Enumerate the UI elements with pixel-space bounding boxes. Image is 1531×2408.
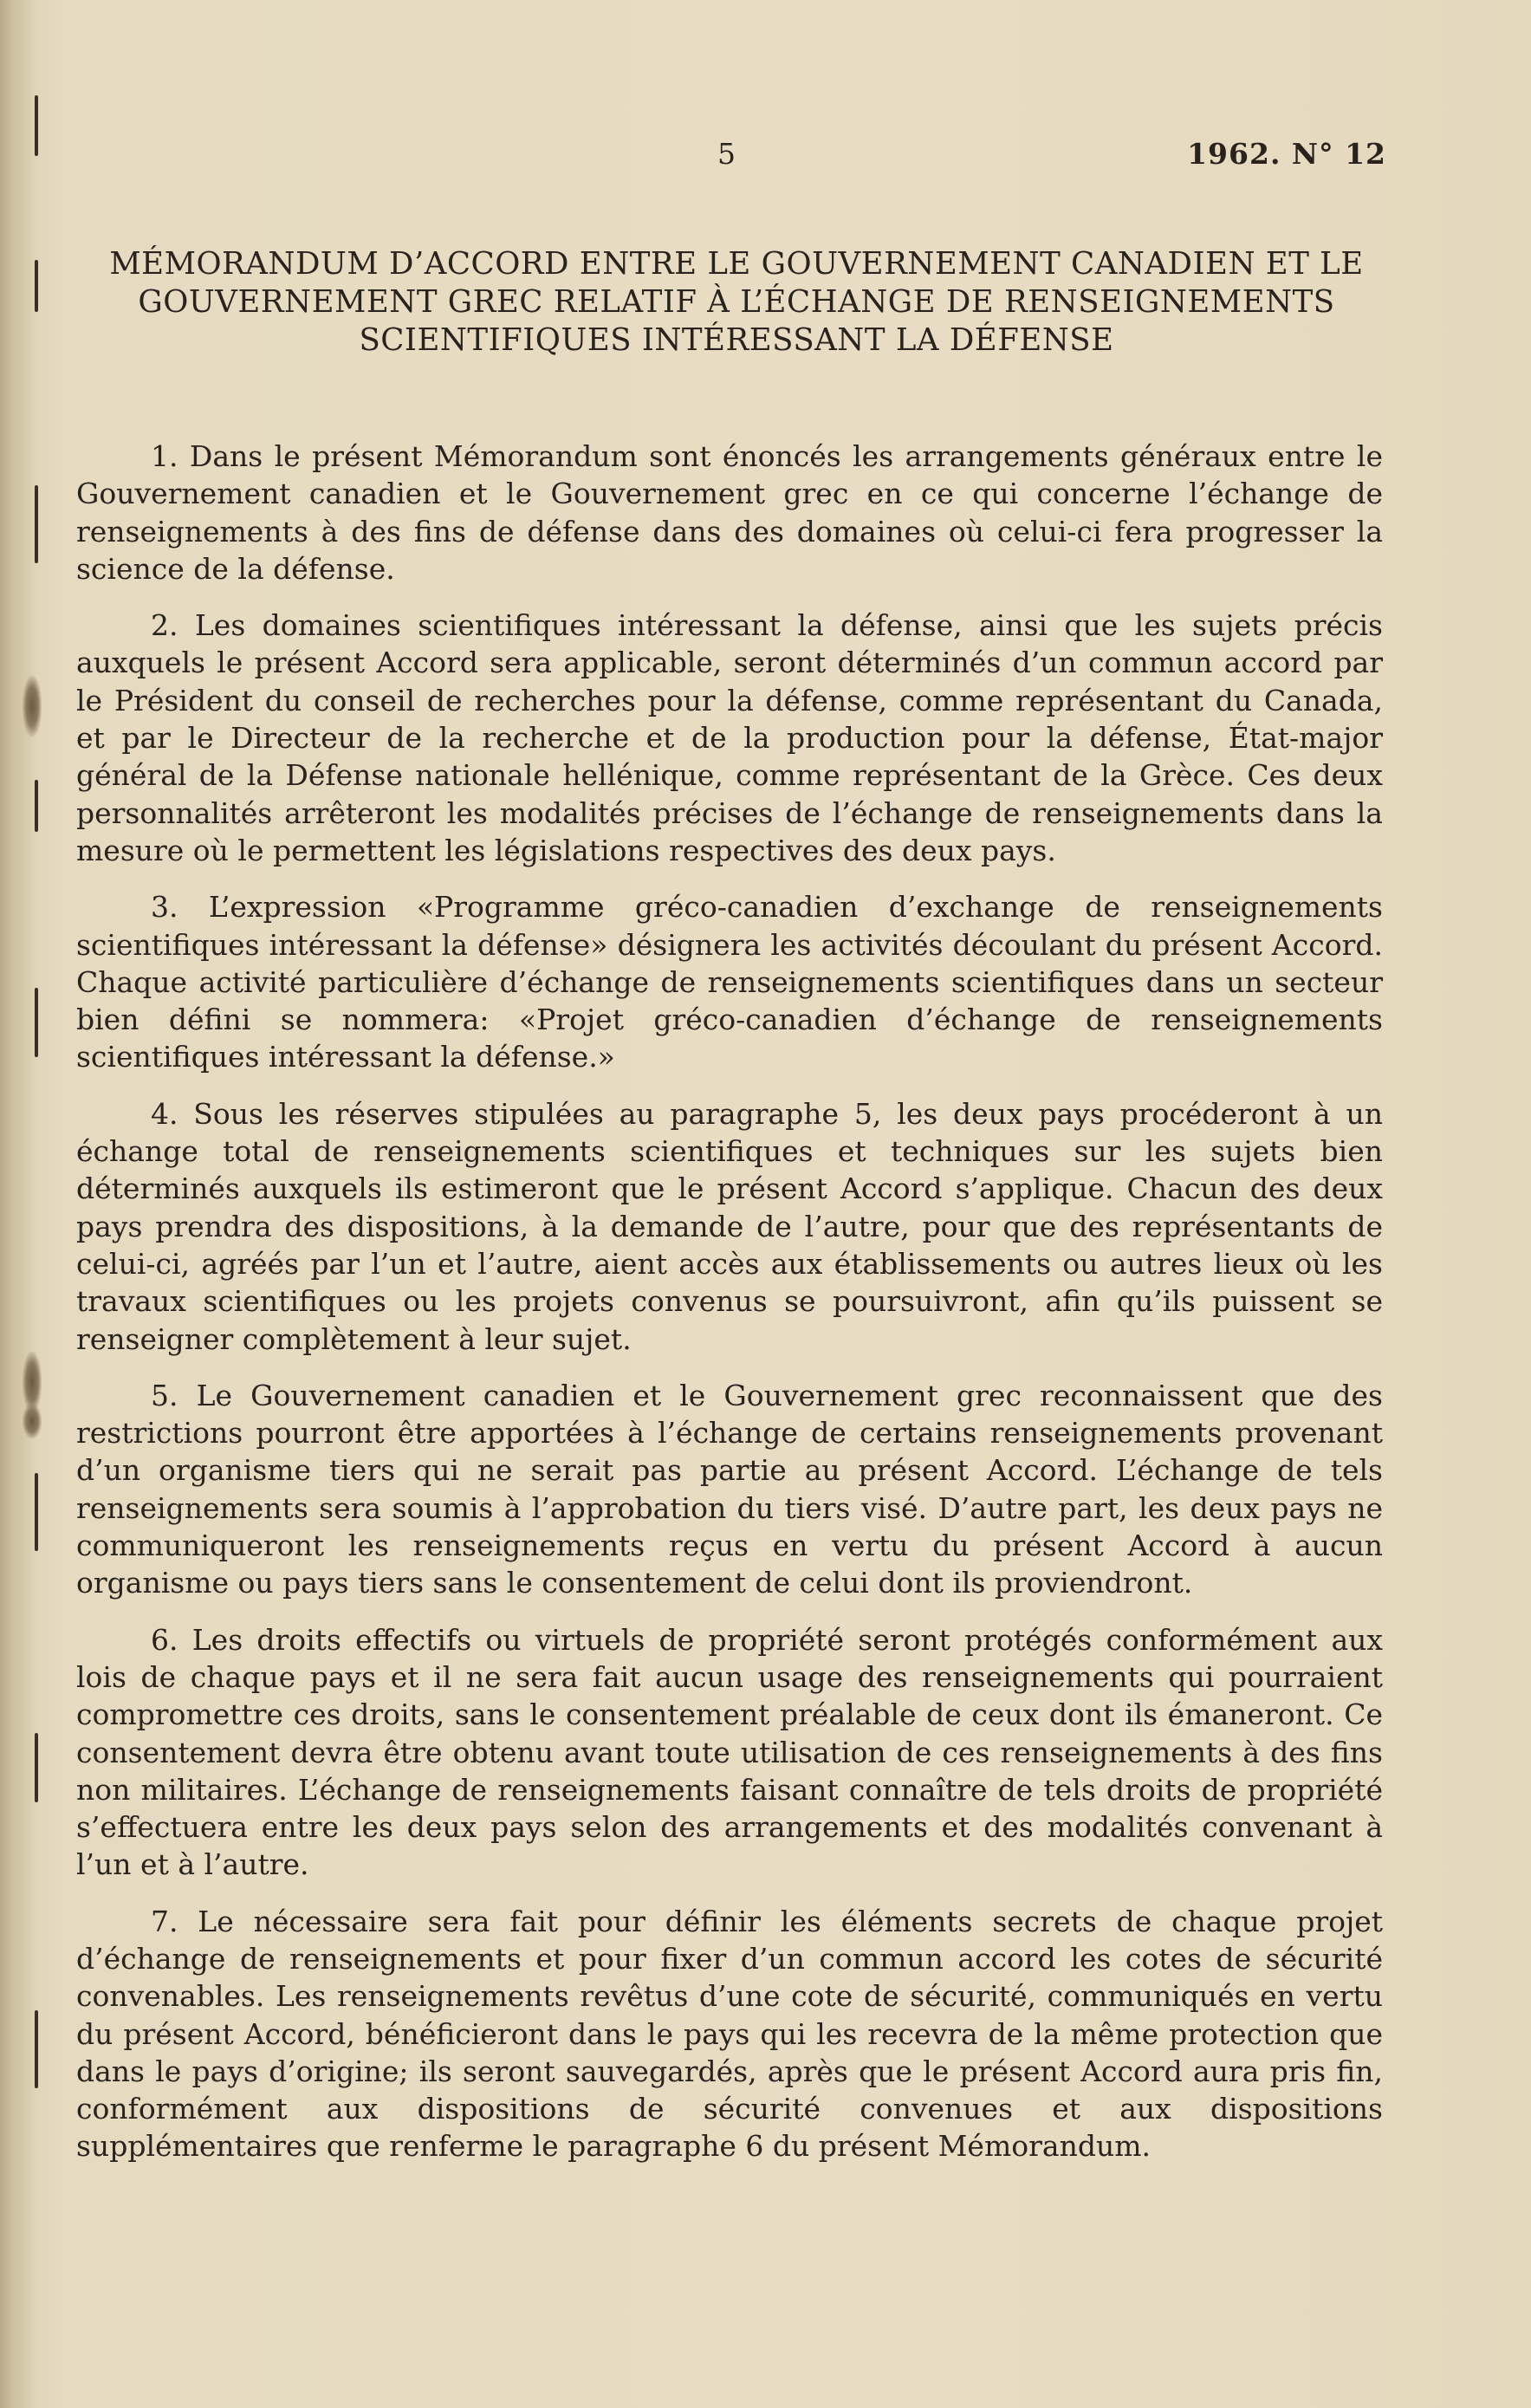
page-header [69, 137, 1386, 180]
paragraph-6: 6. Les droits effectifs ou virtuels de propriété seront protégés conformément aux lois de chaque pays et il ne sera fait aucun usage des renseignements qui pourraient compromettre ces droits, sans le consentement préalable de ceux dont ils émaneront. Ce consentement devra être obtenu avant toute utilisation de ces renseignements à des fins non militaires. L’échange de renseignements faisant connaître de tels droits de propriété s’effectuera entre les deux pays selon des arrangements et des modalités convenant à l’un et à l’autre. [76, 1622, 1383, 1882]
binding-mark [35, 988, 38, 1057]
binding-mark [35, 780, 38, 832]
binding-hole [23, 676, 42, 737]
binding-mark [35, 1473, 38, 1551]
page-binding-edge [0, 0, 36, 2408]
paragraph-3: 3. L’expression «Programme gréco-canadien d’exchange de renseignements scientifiques intéressant la défense» désignera les activités découlant du présent Accord. Chaque activité particulière d’échange de renseignements scientifiques dans un secteur bien défini se nommera: «Projet gréco-canadien d’échange de renseignements scientifiques intéressant la défense.» [76, 890, 1383, 1074]
paragraph-7: 7. Le nécessaire sera fait pour définir les éléments secrets de chaque projet d’échange de renseignements et pour fixer d’un commun accord les cotes de sécurité convenables. Les renseignements revêtus d’une cote de sécurité, communiqués en vertu du présent Accord, bénéficieront dans le pays qui les recevra de la même protection que dans le pays d’origine; ils seront sauvegardés, après que le présent Accord aura pris fin, conformément aux dispositions de sécurité convenues et aux dispositions supplémentaires que renferme le paragraphe 6 du présent Mémorandum. [76, 1904, 1383, 2164]
paragraph-2: 2. Les domaines scientifiques intéressant la défense, ainsi que les sujets précis auxquels le présent Accord sera applicable, seront déterminés d’un commun accord par le Président du conseil de recherches pour la défense, comme représentant du Canada, et par le Directeur de la recherche et de la production pour la défense, État-major général de la Défense nationale hellénique, comme représentant de la Grèce. Ces deux personnalités arrêteront les modalités précises de l’échange de renseignements dans la mesure où le permettent les législations respectives des deux pays. [76, 608, 1383, 867]
issue-reference: 1962. N° 12 [1187, 137, 1386, 171]
page-number: 5 [717, 137, 736, 171]
binding-mark [35, 2010, 38, 2088]
binding-mark [35, 485, 38, 563]
paragraph-5: 5. Le Gouvernement canadien et le Gouvernement grec reconnaissent que des restrictions pourront être apportées à l’échange de certains renseignements provenant d’un organisme tiers qui ne serait pas partie au présent Accord. L’échange de tels renseignements sera soumis à l’approbation du tiers visé. D’autre part, les deux pays ne communiqueront les renseignements reçus en vertu du présent Accord à aucun organisme ou pays tiers sans le consentement de celui dont ils proviendront. [76, 1378, 1383, 1600]
binding-hole [23, 1404, 42, 1438]
document-title: MÉMORANDUM D’ACCORD ENTRE LE GOUVERNEMENT CANADIEN ET LE GOUVERNEMENT GREC RELATIF À L’ÉCHANGE DE RENSEIGNEMENTS SCIENTIFIQUES INTÉRESSANT LA DÉFENSE [109, 246, 1364, 358]
paragraph-1: 1. Dans le présent Mémorandum sont énoncés les arrangements généraux entre le Gouvernement canadien et le Gouvernement grec en ce qui concerne l’échange de renseignements à des fins de défense dans des domaines où celui-ci fera progresser la science de la défense. [76, 439, 1383, 586]
binding-mark [35, 260, 38, 312]
document-body [76, 438, 1383, 2184]
binding-mark [35, 95, 38, 156]
paragraph-4: 4. Sous les réserves stipulées au paragraphe 5, les deux pays procéderont à un échange total de renseignements scientifiques et techniques sur les sujets bien déterminés auxquels ils estimeront que le présent Accord s’applique. Chacun des deux pays prendra des dispositions, à la demande de l’autre, pour que des représentants de celui-ci, agréés par l’un et l’autre, aient accès aux établissements ou autres lieux où les travaux scientifiques ou les projets convenus se poursuivront, afin qu’ils puissent se renseigner complètement à leur sujet. [76, 1096, 1383, 1356]
binding-mark [35, 1733, 38, 1802]
